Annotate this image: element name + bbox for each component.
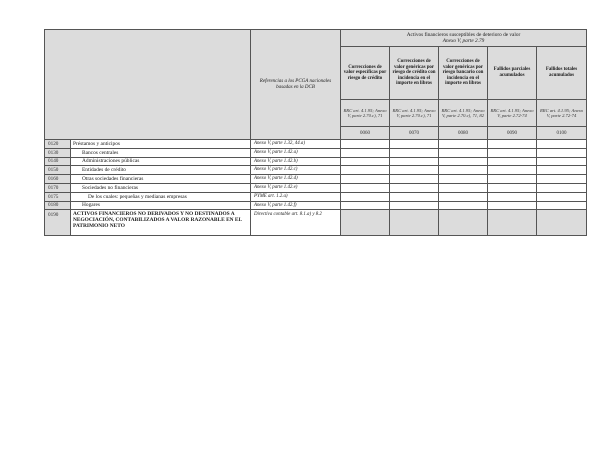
column-reference-0080 — [439, 100, 488, 127]
table-row — [45, 183, 587, 192]
row-reference: Anexo V, parte 1.42.b) — [251, 157, 341, 166]
row-code: 0130 — [45, 148, 71, 157]
row-code: 0190 — [45, 210, 71, 236]
column-label: Correcciones de valor específicas por riesgo de crédito — [343, 64, 387, 81]
row-code: 0140 — [45, 157, 71, 166]
row-code: 0170 — [45, 183, 71, 192]
data-cell[interactable] — [390, 157, 439, 166]
column-code-0080 — [439, 127, 488, 140]
data-cell[interactable] — [537, 183, 587, 192]
row-label: Bancos centrales — [71, 148, 251, 157]
column-reference: RRC art. 4.1.95; Anexo V, parte 2.70.c), 71, 82 — [441, 107, 485, 118]
column-reference: RRC art. 4.1.95; Anexo V, parte 2.72-74 — [490, 107, 534, 118]
data-cell[interactable] — [537, 201, 587, 210]
data-cell[interactable] — [390, 175, 439, 184]
group-subtitle: Anexo V, parte 2.79 — [442, 38, 485, 44]
data-cell[interactable] — [488, 175, 537, 184]
financial-table-container — [44, 29, 586, 236]
data-cell[interactable] — [439, 192, 488, 201]
data-cell[interactable] — [537, 157, 587, 166]
data-cell[interactable] — [439, 201, 488, 210]
data-cell[interactable] — [439, 157, 488, 166]
data-cell[interactable] — [341, 175, 390, 184]
data-cell[interactable] — [390, 192, 439, 201]
data-cell[interactable] — [390, 183, 439, 192]
row-reference: Anexo V, parte 1.42.f) — [251, 201, 341, 210]
data-cell[interactable] — [439, 148, 488, 157]
refs-column-title: Referencias a los PCGA nacionales basadas en la DCB — [259, 78, 332, 90]
data-cell — [488, 210, 537, 236]
table-row — [45, 140, 587, 149]
data-cell[interactable] — [341, 201, 390, 210]
data-cell[interactable] — [341, 140, 390, 149]
data-cell[interactable] — [537, 175, 587, 184]
data-cell[interactable] — [488, 166, 537, 175]
table-row — [45, 201, 587, 210]
refs-column-header — [251, 30, 341, 140]
data-cell[interactable] — [537, 148, 587, 157]
data-cell[interactable] — [439, 140, 488, 149]
column-header-0100 — [537, 47, 587, 100]
column-code: 0070 — [409, 130, 419, 136]
column-header-0070 — [390, 47, 439, 100]
row-code: 0180 — [45, 201, 71, 210]
column-reference-0060 — [341, 100, 390, 127]
row-reference: Anexo V, parte 1.42.c) — [251, 166, 341, 175]
column-reference-0070 — [390, 100, 439, 127]
column-code: 0090 — [507, 130, 517, 136]
row-reference: Anexo V, parte 1.42.e) — [251, 183, 341, 192]
table-row — [45, 210, 587, 236]
data-cell[interactable] — [488, 192, 537, 201]
table-row — [45, 192, 587, 201]
column-code-0090 — [488, 127, 537, 140]
data-cell[interactable] — [537, 166, 587, 175]
table-row — [45, 166, 587, 175]
row-label: ACTIVOS FINANCIEROS NO DERIVADOS Y NO DESTINADOS A NEGOCIACIÓN, CONTABILIZADOS A VALOR RAZONABLE EN EL PATRIMONIO NETO — [71, 210, 251, 236]
column-code-0060 — [341, 127, 390, 140]
column-reference: RRC art. 4.1.95; Anexo V, parte 2.72-74 — [540, 107, 584, 118]
column-code: 0060 — [360, 130, 370, 136]
row-code: 0175 — [45, 192, 71, 201]
financial-assets-table — [44, 29, 587, 236]
data-cell[interactable] — [341, 192, 390, 201]
table-row — [45, 175, 587, 184]
data-cell[interactable] — [341, 183, 390, 192]
table-row — [45, 148, 587, 157]
data-cell[interactable] — [488, 201, 537, 210]
data-cell[interactable] — [488, 157, 537, 166]
column-reference-0090 — [488, 100, 537, 127]
group-title: Activos financieros susceptibles de deterioro de valor — [406, 32, 521, 38]
column-header-0090 — [488, 47, 537, 100]
column-label: Fallidos totales acumulados — [545, 67, 578, 78]
row-label: Entidades de crédito — [71, 166, 251, 175]
column-reference: RRC art. 4.1.95; Anexo V, parte 2.70.c), 71 — [392, 107, 436, 118]
header-corner-cell — [45, 30, 251, 140]
column-header-0060 — [341, 47, 390, 100]
data-cell[interactable] — [390, 140, 439, 149]
row-label: Otras sociedades financieras — [71, 175, 251, 184]
row-label: Préstamos y anticipos — [71, 140, 251, 149]
data-cell[interactable] — [390, 166, 439, 175]
data-cell[interactable] — [537, 140, 587, 149]
data-cell[interactable] — [341, 166, 390, 175]
row-reference: PYME art. 1.2.a) — [251, 192, 341, 201]
column-code-0070 — [390, 127, 439, 140]
group-header — [341, 30, 587, 47]
data-cell[interactable] — [439, 166, 488, 175]
column-label: Fallidos parciales acumulados — [493, 67, 531, 78]
data-cell[interactable] — [341, 148, 390, 157]
row-label: Administraciones públicas — [71, 157, 251, 166]
column-reference: RRC art. 4.1.95; Anexo V, parte 2.70.c), 71 — [343, 107, 387, 118]
data-cell[interactable] — [488, 140, 537, 149]
data-cell[interactable] — [439, 175, 488, 184]
row-code: 0160 — [45, 175, 71, 184]
column-code: 0100 — [556, 130, 567, 136]
data-cell — [439, 210, 488, 236]
row-reference: Anexo V, parte 1.42.a) — [251, 148, 341, 157]
row-reference: Anexo V, parte 1.32, 44.a) — [251, 140, 341, 149]
data-cell[interactable] — [341, 157, 390, 166]
row-label: Sociedades no financieras — [71, 183, 251, 192]
row-label: Hogares — [71, 201, 251, 210]
column-header-0080 — [439, 47, 488, 100]
data-cell[interactable] — [488, 148, 537, 157]
row-code: 0120 — [45, 140, 71, 149]
row-reference: Directiva contable art. 8.1.a) y 8.2 — [251, 210, 341, 236]
column-code: 0080 — [458, 130, 468, 136]
row-label: De los cuales: pequeñas y medianas empresas — [71, 192, 251, 201]
data-cell — [390, 210, 439, 236]
row-reference: Anexo V, parte 1.42.d) — [251, 175, 341, 184]
column-label: Correcciones de valor genéricas por riesgo de crédito con incidencia en el importe en libros — [392, 59, 436, 87]
data-cell — [537, 210, 587, 236]
data-cell[interactable] — [537, 192, 587, 201]
data-cell[interactable] — [390, 148, 439, 157]
column-label: Correcciones de valor genéricas por riesgo bancario con incidencia en el importe en libros — [442, 59, 484, 87]
column-code-0100 — [537, 127, 587, 140]
column-reference-0100 — [537, 100, 587, 127]
data-cell[interactable] — [488, 183, 537, 192]
data-cell — [341, 210, 390, 236]
data-cell[interactable] — [390, 201, 439, 210]
row-code: 0150 — [45, 166, 71, 175]
data-cell[interactable] — [439, 183, 488, 192]
table-row — [45, 157, 587, 166]
